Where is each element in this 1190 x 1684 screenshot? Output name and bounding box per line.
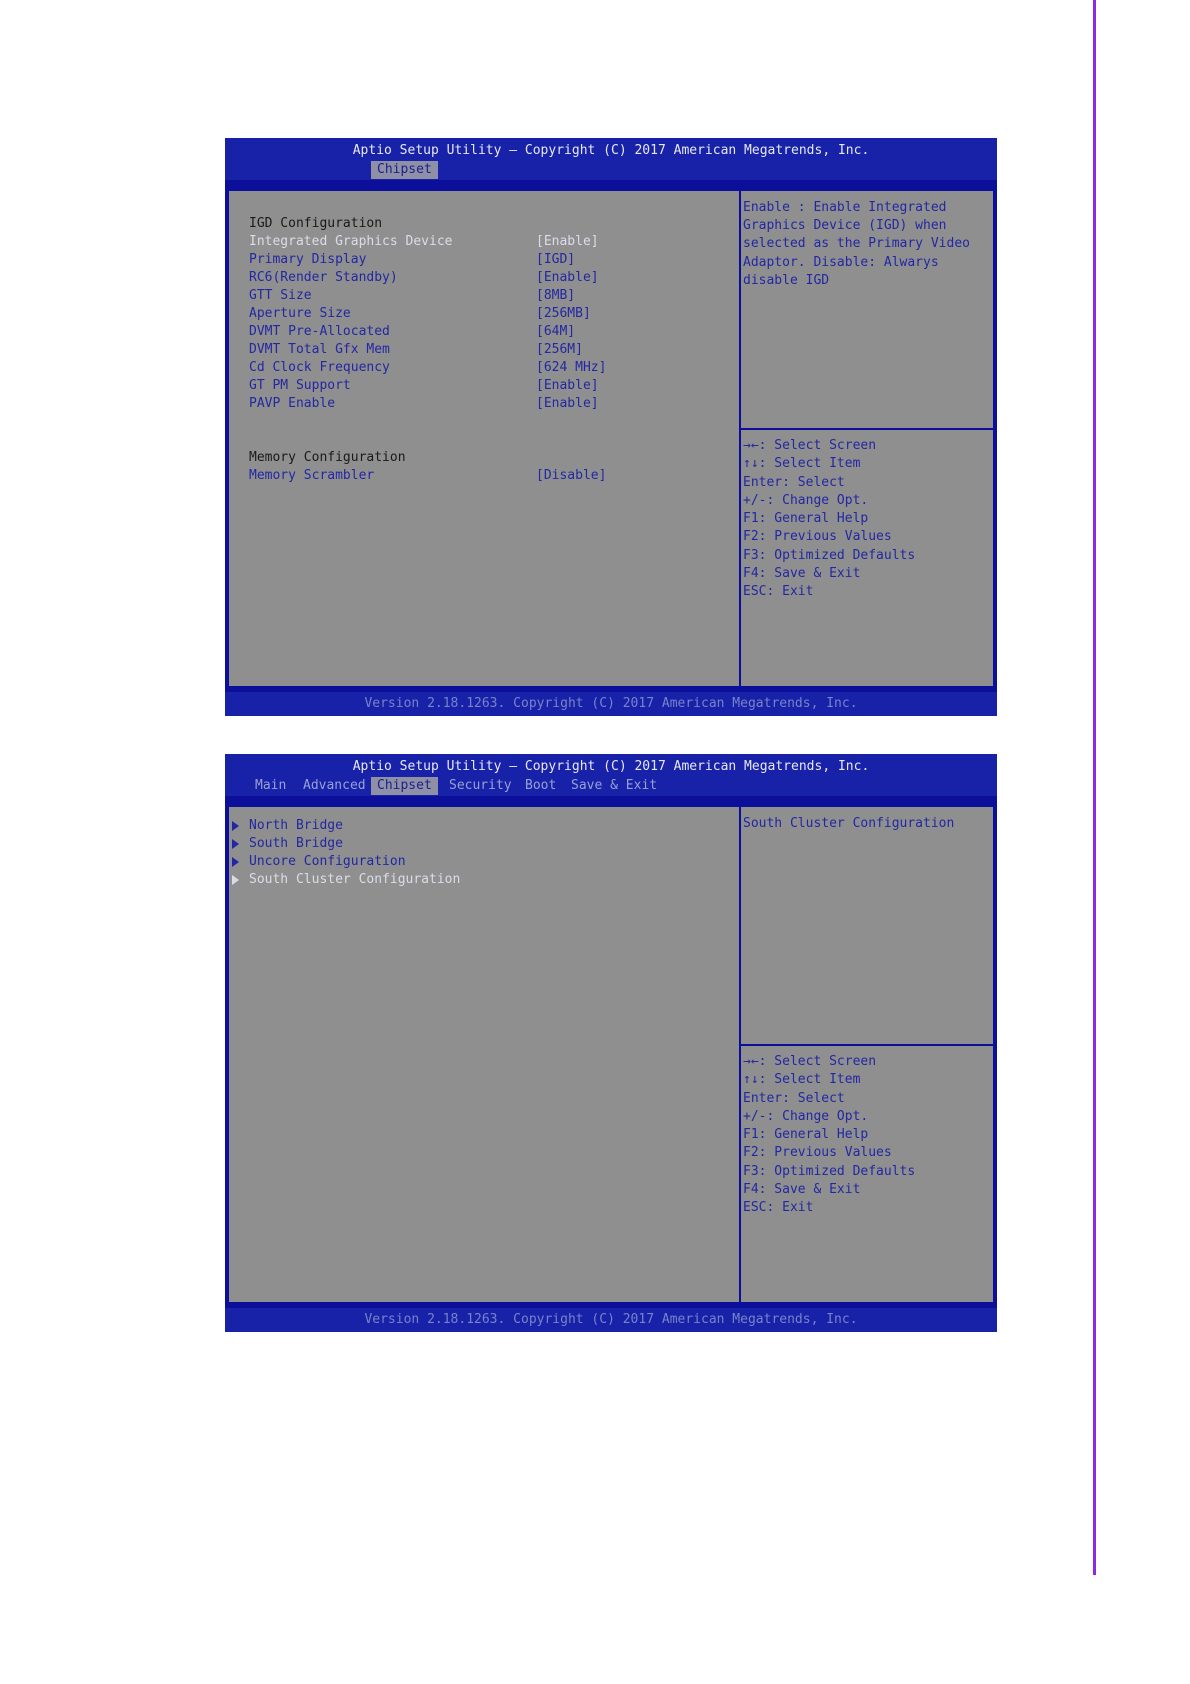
title-bar	[225, 138, 997, 180]
tab-chipset[interactable]: Chipset	[371, 161, 438, 179]
key-enter: Enter: Select	[743, 474, 845, 490]
settings-panel: IGD Configuration Integrated Graphics Device [Enable] Primary Display [IGD] RC6(Render Standby) [Enable] GTT Size [8MB] Aperture Size [256MB] DVMT Pre-Allocated [64M] DVMT Total Gfx Mem [256M] Cd Clock Frequency [624 MHz] GT PM Support [Enable] PAVP Enable [Enable] Memory Configuration Memory Scrambler [Disable] Enable : Enable Integrated Graphics Device (IGD) when selected as the Primary Video Adaptor. Disable: Alwarys disable IGD →←: Select Screen ↑↓: Select Item Enter: Select +/-: Change Opt. F1: General Help F2: Previous Values F3: Optimized Defaults F4: Save & Exit ESC: Exit	[227, 189, 995, 688]
key-legend	[743, 437, 915, 602]
key-esc: ESC: Exit	[743, 584, 814, 600]
key-f1: F1: General Help	[743, 1127, 869, 1143]
setting-label: Cd Clock Frequency	[249, 360, 390, 375]
menu-item-south-bridge[interactable]: South Bridge	[249, 835, 343, 853]
setting-value[interactable]: [Enable]	[536, 396, 599, 411]
setting-label: Memory Scrambler	[249, 468, 375, 483]
key-legend	[743, 1053, 915, 1218]
bios-title: Aptio Setup Utility – Copyright (C) 2017 American Megatrends, Inc.	[352, 143, 870, 158]
page-margin-rule	[1093, 0, 1096, 1575]
tab-advanced[interactable]: Advanced	[303, 778, 366, 793]
setting-label: PAVP Enable	[249, 396, 336, 411]
key-change-opt: +/-: Change Opt.	[743, 1108, 869, 1124]
bios-title: Aptio Setup Utility – Copyright (C) 2017 American Megatrends, Inc.	[352, 759, 870, 774]
setting-value[interactable]: [Enable]	[536, 270, 599, 285]
setting-label: Integrated Graphics Device	[249, 234, 453, 249]
key-enter: Enter: Select	[743, 1090, 845, 1106]
key-f1: F1: General Help	[743, 511, 869, 527]
version-footer: Version 2.18.1263. Copyright (C) 2017 American Megatrends, Inc.	[225, 1308, 997, 1332]
title-bar	[225, 754, 997, 796]
submenu-arrow-icon	[232, 821, 239, 831]
submenu-arrow-icon	[232, 839, 239, 849]
tab-bar	[225, 161, 997, 179]
menu-item-south-cluster-configuration[interactable]: South Cluster Configuration	[249, 871, 460, 889]
help-text: South Cluster Configuration	[743, 816, 955, 831]
key-change-opt: +/-: Change Opt.	[743, 492, 869, 508]
version-footer: Version 2.18.1263. Copyright (C) 2017 American Megatrends, Inc.	[225, 692, 997, 716]
setting-label: GT PM Support	[249, 378, 351, 393]
help-divider	[741, 1044, 993, 1046]
setting-value[interactable]: [Disable]	[536, 468, 607, 483]
tab-main[interactable]: Main	[255, 778, 287, 793]
key-f4: F4: Save & Exit	[743, 1182, 861, 1198]
bios-screen-chipset-igd	[225, 138, 997, 716]
submenu-arrow-icon	[232, 857, 239, 867]
key-esc: ESC: Exit	[743, 1200, 814, 1216]
key-f2: F2: Previous Values	[743, 529, 892, 545]
setting-value[interactable]: [624 MHz]	[536, 360, 607, 375]
panel-divider	[739, 191, 741, 686]
key-select-item: ↑↓: Select Item	[743, 1072, 861, 1088]
setting-value[interactable]: [256M]	[536, 342, 583, 357]
setting-value[interactable]: [256MB]	[536, 306, 591, 321]
tab-chipset[interactable]: Chipset	[371, 777, 438, 795]
setting-value[interactable]: [IGD]	[536, 252, 576, 267]
key-select-screen: →←: Select Screen	[743, 438, 877, 453]
key-f3: F3: Optimized Defaults	[743, 547, 916, 563]
help-text: Enable : Enable Integrated Graphics Device (IGD) when selected as the Primary Video Adaptor. Disable: Alwarys disable IGD	[743, 200, 970, 288]
settings-panel	[227, 805, 995, 1304]
menu-item-north-bridge[interactable]: North Bridge	[249, 817, 343, 835]
key-f2: F2: Previous Values	[743, 1145, 892, 1161]
setting-label: Aperture Size	[249, 306, 351, 321]
tab-security[interactable]: Security	[449, 778, 512, 793]
submenu-arrow-icon	[232, 875, 239, 885]
key-select-item: ↑↓: Select Item	[743, 456, 861, 472]
setting-label: RC6(Render Standby)	[249, 270, 398, 285]
setting-label: GTT Size	[249, 288, 312, 303]
menu-item-uncore-configuration[interactable]: Uncore Configuration	[249, 853, 406, 871]
key-select-screen: →←: Select Screen	[743, 1054, 877, 1069]
tab-save-exit[interactable]: Save & Exit	[571, 778, 658, 793]
setting-value[interactable]: [64M]	[536, 324, 576, 339]
setting-label: DVMT Total Gfx Mem	[249, 342, 390, 357]
panel-divider	[739, 807, 741, 1302]
setting-label: DVMT Pre-Allocated	[249, 324, 390, 339]
bios-screen-chipset-menu	[225, 754, 997, 1332]
key-f4: F4: Save & Exit	[743, 566, 861, 582]
tab-boot[interactable]: Boot	[525, 778, 557, 793]
help-divider	[741, 428, 993, 430]
setting-value[interactable]: [Enable]	[536, 378, 599, 393]
key-f3: F3: Optimized Defaults	[743, 1163, 916, 1179]
setting-value[interactable]: [8MB]	[536, 288, 576, 303]
tab-bar	[225, 777, 997, 795]
setting-value[interactable]: [Enable]	[536, 234, 599, 249]
setting-label: Primary Display	[249, 252, 367, 267]
